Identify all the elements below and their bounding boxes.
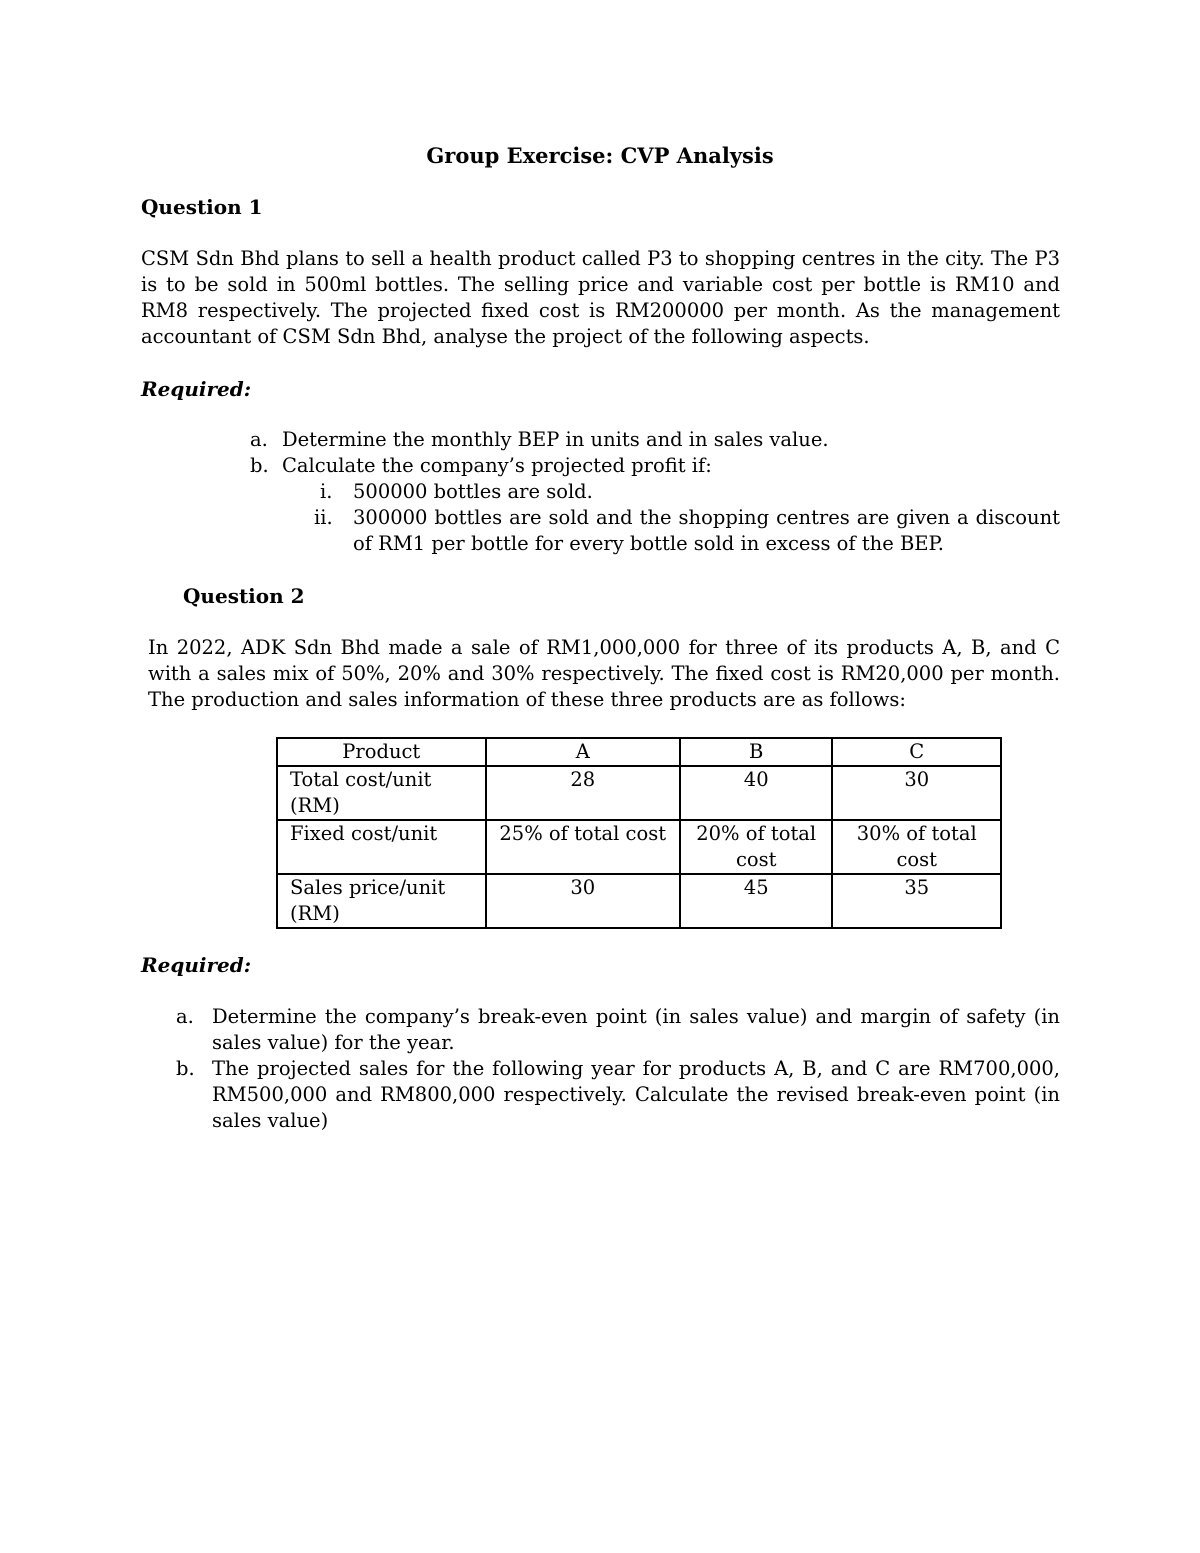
item-marker: a. [176, 1005, 194, 1028]
question-1-item-a [250, 427, 1070, 453]
item-text: 500000 bottles are sold. [353, 480, 593, 503]
item-marker: b. [250, 454, 269, 477]
table-cell: Total cost/unit (RM) [277, 766, 486, 820]
item-text: 300000 bottles are sold and the shopping centres are given a discount of RM1 per bottle for every bottle sold in excess of the BEP. [353, 506, 1060, 555]
question-2-heading: Question 2 [183, 584, 305, 608]
question-1-item-b [250, 453, 1070, 479]
table-cell: 20% of total cost [680, 820, 833, 874]
question-2-item-b [176, 1056, 1062, 1134]
item-text: The projected sales for the following year for products A, B, and C are RM700,000, RM500,000 and RM800,000 respectively. Calculate the revised break-even point (in sales value) [212, 1057, 1060, 1132]
table-cell: 45 [680, 874, 833, 928]
table-cell: 40 [680, 766, 833, 820]
table-header-row [277, 738, 1001, 766]
table-cell: 35 [832, 874, 1001, 928]
question-1-required-label: Required: [141, 377, 252, 401]
item-text: Determine the monthly BEP in units and in sales value. [282, 428, 829, 451]
table-row [277, 820, 1001, 874]
table-header-cell: C [832, 738, 1001, 766]
table-header-cell: B [680, 738, 833, 766]
table-cell: 30 [486, 874, 680, 928]
table-cell: 25% of total cost [486, 820, 680, 874]
document-title: Group Exercise: CVP Analysis [426, 143, 774, 168]
question-1-heading: Question 1 [141, 195, 263, 219]
item-marker: b. [176, 1057, 195, 1080]
table-cell: 30 [832, 766, 1001, 820]
table-cell: Sales price/unit (RM) [277, 874, 486, 928]
question-1-paragraph: CSM Sdn Bhd plans to sell a health product called P3 to shopping centres in the city. The P3 is to be sold in 500ml bottles. The selling price and variable cost per bottle is RM10 and RM8 respectively. The projected fixed cost is RM200000 per month. As the management accountant of CSM Sdn Bhd, analyse the project of the following aspects. [141, 247, 1060, 348]
question-1-subitem-ii [314, 505, 1060, 557]
table-cell: 28 [486, 766, 680, 820]
item-text: Determine the company’s break-even point (in sales value) and margin of safety (in sales value) for the year. [212, 1005, 1060, 1054]
question-2-required-label: Required: [141, 953, 252, 977]
table-row [277, 874, 1001, 928]
table-header-cell: Product [277, 738, 486, 766]
product-info-table [276, 737, 1002, 929]
table-cell: Fixed cost/unit [277, 820, 486, 874]
item-marker: ii. [314, 506, 333, 529]
table-cell: 30% of total cost [832, 820, 1001, 874]
question-2-item-a [176, 1004, 1062, 1056]
table-row [277, 766, 1001, 820]
item-marker: a. [250, 428, 268, 451]
question-1-subitem-i [320, 479, 1060, 505]
item-marker: i. [320, 480, 333, 503]
item-text: Calculate the company’s projected profit if: [282, 454, 712, 477]
question-2-paragraph: In 2022, ADK Sdn Bhd made a sale of RM1,000,000 for three of its products A, B, and C with a sales mix of 50%, 20% and 30% respectively. The fixed cost is RM20,000 per month. The production and sales information of these three products are as follows: [148, 636, 1060, 711]
table-header-cell: A [486, 738, 680, 766]
